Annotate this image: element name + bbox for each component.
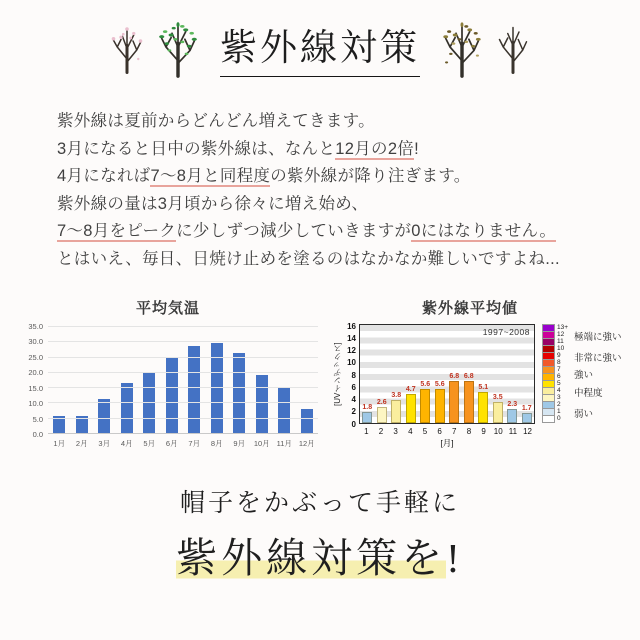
legend-scale-number: 1 [557, 408, 561, 415]
uv-y-tick: 14 [347, 333, 356, 343]
uv-bar-value: 2.6 [376, 399, 387, 407]
uv-bar [493, 402, 503, 423]
legend-scale-number: 4 [557, 387, 561, 394]
uv-plot [359, 324, 535, 424]
temp-x-tick: 5月 [143, 439, 156, 448]
temp-x-tick: 3月 [98, 439, 111, 448]
gridline [48, 357, 318, 358]
temp-bar [166, 358, 178, 433]
temp-bar [188, 346, 200, 433]
intro-line-1: 紫外線は夏前からどんどん増えてきます。 [57, 112, 375, 130]
legend-category-label: 弱い [574, 408, 594, 420]
uv-bar [362, 412, 372, 423]
uv-x-tick: 4 [408, 427, 413, 436]
temp-y-tick: 30.0 [28, 337, 43, 347]
temp-bar [233, 353, 245, 433]
temp-y-tick: 20.0 [28, 368, 43, 378]
uv-bar-value: 6.8 [449, 373, 460, 381]
temp-x-tick: 9月 [233, 439, 246, 448]
uv-x-tick: 3 [393, 427, 398, 436]
legend-scale-row [542, 415, 568, 422]
legend-scale-number: 9 [557, 352, 561, 359]
uv-bar-value: 6.8 [463, 373, 474, 381]
uv-legend-scale [542, 324, 568, 422]
uv-chart [332, 297, 637, 449]
temp-x-tick: 12月 [298, 439, 315, 448]
underlined-text: 12月の2倍 [335, 139, 415, 158]
uv-y-tick: 10 [347, 358, 356, 368]
gridline [48, 341, 318, 342]
uv-y-axis-label: [UVインデックス] [333, 342, 342, 406]
uv-x-tick: 12 [523, 427, 532, 436]
temp-y-axis [18, 322, 48, 439]
page-title: 紫外線対策 [220, 28, 420, 69]
temp-x-tick: 1月 [53, 439, 66, 448]
legend-scale-number: 2 [557, 401, 561, 408]
legend-scale-number: 13+ [557, 324, 569, 331]
temp-y-tick: 5.0 [32, 414, 43, 424]
winter-tree-icon [492, 18, 534, 76]
uv-y-tick: 16 [347, 321, 356, 331]
spring-tree-icon [106, 18, 148, 76]
charts-row [0, 297, 640, 449]
temp-y-tick: 10.0 [28, 399, 43, 409]
temp-x-tick: 10月 [253, 439, 270, 448]
legend-scale-number: 0 [557, 415, 561, 422]
temp-x-tick: 11月 [276, 439, 292, 448]
uv-x-axis-label: [月] [440, 438, 454, 448]
underlined-text: 0にはなりません。 [411, 222, 557, 240]
gridline [48, 372, 318, 373]
temp-bar [121, 383, 133, 433]
legend-color-swatch [542, 415, 555, 423]
legend-scale-number: 5 [557, 380, 561, 387]
uv-bar-value: 4.7 [405, 386, 416, 394]
uv-bar-value: 3.5 [492, 393, 503, 401]
uv-legend [542, 324, 637, 424]
temp-x-tick: 7月 [188, 439, 201, 448]
uv-bar-value: 5.1 [478, 383, 489, 391]
temp-bar [301, 409, 313, 433]
bottom-line-2: 紫外線対策を! [176, 535, 464, 581]
legend-category-label: 非常に強い [574, 352, 622, 364]
uv-x-tick: 2 [378, 427, 384, 436]
uv-bar [522, 413, 532, 423]
intro-text [57, 108, 640, 273]
legend-category-label: 強い [574, 370, 594, 381]
uv-y-tick: 4 [351, 395, 356, 404]
uv-bar [449, 381, 459, 423]
uv-bar [464, 381, 474, 423]
temp-y-tick: 25.0 [28, 352, 43, 362]
uv-x-tick: 1 [364, 427, 369, 436]
uv-x-tick: 8 [466, 427, 472, 436]
temp-bar [53, 416, 65, 433]
uv-bar [420, 389, 430, 423]
intro-line-6: とはいえ、毎日、日焼け止めを塗るのはなかなか難しいですよね... [57, 249, 560, 268]
uv-y-tick: 6 [351, 382, 356, 392]
legend-scale-number: 11 [557, 338, 564, 345]
intro-line-3: 4月になれば7〜8月と同程度の紫外線が降り注ぎます。 [57, 167, 471, 185]
legend-scale-number: 7 [557, 366, 561, 373]
uv-y-tick: 0 [351, 419, 356, 429]
uv-bar-value: 2.3 [507, 400, 518, 408]
uv-bar [435, 389, 445, 423]
underlined-text: 7〜8月をピーク [57, 222, 177, 240]
uv-y-tick: 8 [351, 370, 356, 380]
temp-y-tick: 35.0 [28, 322, 43, 331]
uv-bars [360, 325, 534, 423]
uv-x-axis [359, 427, 535, 436]
intro-line-4: 紫外線の量は3月頃から徐々に増え始め、 [57, 194, 369, 213]
temp-bar [256, 375, 268, 433]
temp-y-tick: 15.0 [28, 383, 43, 393]
highlighted-text: 紫外線対策を [176, 535, 447, 581]
uv-x-tick: 9 [481, 427, 486, 436]
temperature-chart-title: 平均気温 [135, 300, 200, 317]
uv-bar [377, 407, 387, 423]
legend-scale-number: 10 [557, 345, 565, 352]
uv-x-tick: 7 [452, 427, 457, 436]
uv-y-tick: 2 [351, 407, 356, 417]
summer-tree-icon [154, 16, 202, 78]
temp-x-tick: 4月 [120, 439, 133, 448]
uv-x-tick: 10 [493, 427, 503, 436]
uv-period-annotation: 1997~2008 [482, 327, 530, 337]
bottom-line-1: 帽子をかぶって手軽に [179, 490, 460, 517]
temp-x-tick: 8月 [210, 439, 223, 448]
uv-x-tick: 5 [422, 427, 428, 436]
autumn-tree-icon [438, 16, 486, 78]
uv-bar [478, 392, 488, 423]
uv-x-tick: 11 [508, 427, 518, 436]
legend-category-label: 極端に強い [574, 331, 622, 343]
uv-bar-value: 3.8 [391, 391, 402, 399]
uv-bar-value: 5.6 [420, 380, 431, 388]
legend-category-label: 中程度 [574, 387, 603, 399]
title-underline [220, 76, 420, 77]
temp-bar [278, 387, 290, 433]
uv-y-tick: 12 [347, 346, 356, 355]
uv-bar-value: 5.6 [434, 380, 445, 388]
legend-scale-number: 8 [557, 359, 561, 366]
temp-x-tick: 6月 [165, 439, 178, 448]
uv-bar [406, 394, 416, 423]
temp-plot [48, 326, 318, 434]
gridline [48, 418, 318, 419]
temp-x-tick: 2月 [75, 439, 88, 448]
gridline [48, 402, 318, 403]
temp-bar [76, 416, 88, 433]
header [0, 0, 640, 78]
legend-scale-number: 12 [557, 331, 565, 338]
bottom-message [0, 483, 640, 584]
intro-line-5: 7〜8月をピークに少しずつ減少していきますが0にはなりません。 [57, 222, 557, 240]
uv-bar [507, 409, 517, 423]
uv-chart-title: 紫外線平均値 [421, 300, 518, 317]
uv-bar-value: 1.7 [521, 404, 532, 412]
gridline [48, 326, 318, 327]
underlined-text: 7〜8月と同程度 [150, 167, 271, 185]
title-block [220, 17, 420, 77]
uv-x-tick: 6 [437, 427, 442, 436]
legend-scale-number: 6 [557, 373, 561, 380]
intro-line-2: 3月になると日中の紫外線は、なんと12月の2倍! [57, 139, 420, 158]
temp-x-axis [48, 438, 318, 449]
legend-scale-number: 3 [557, 394, 561, 401]
gridline [48, 387, 318, 388]
uv-bar-value: 1.8 [362, 403, 373, 411]
temperature-chart [18, 297, 318, 449]
uv-bar [391, 400, 401, 423]
temp-y-tick: 0.0 [32, 430, 43, 439]
temp-bar [98, 399, 110, 433]
